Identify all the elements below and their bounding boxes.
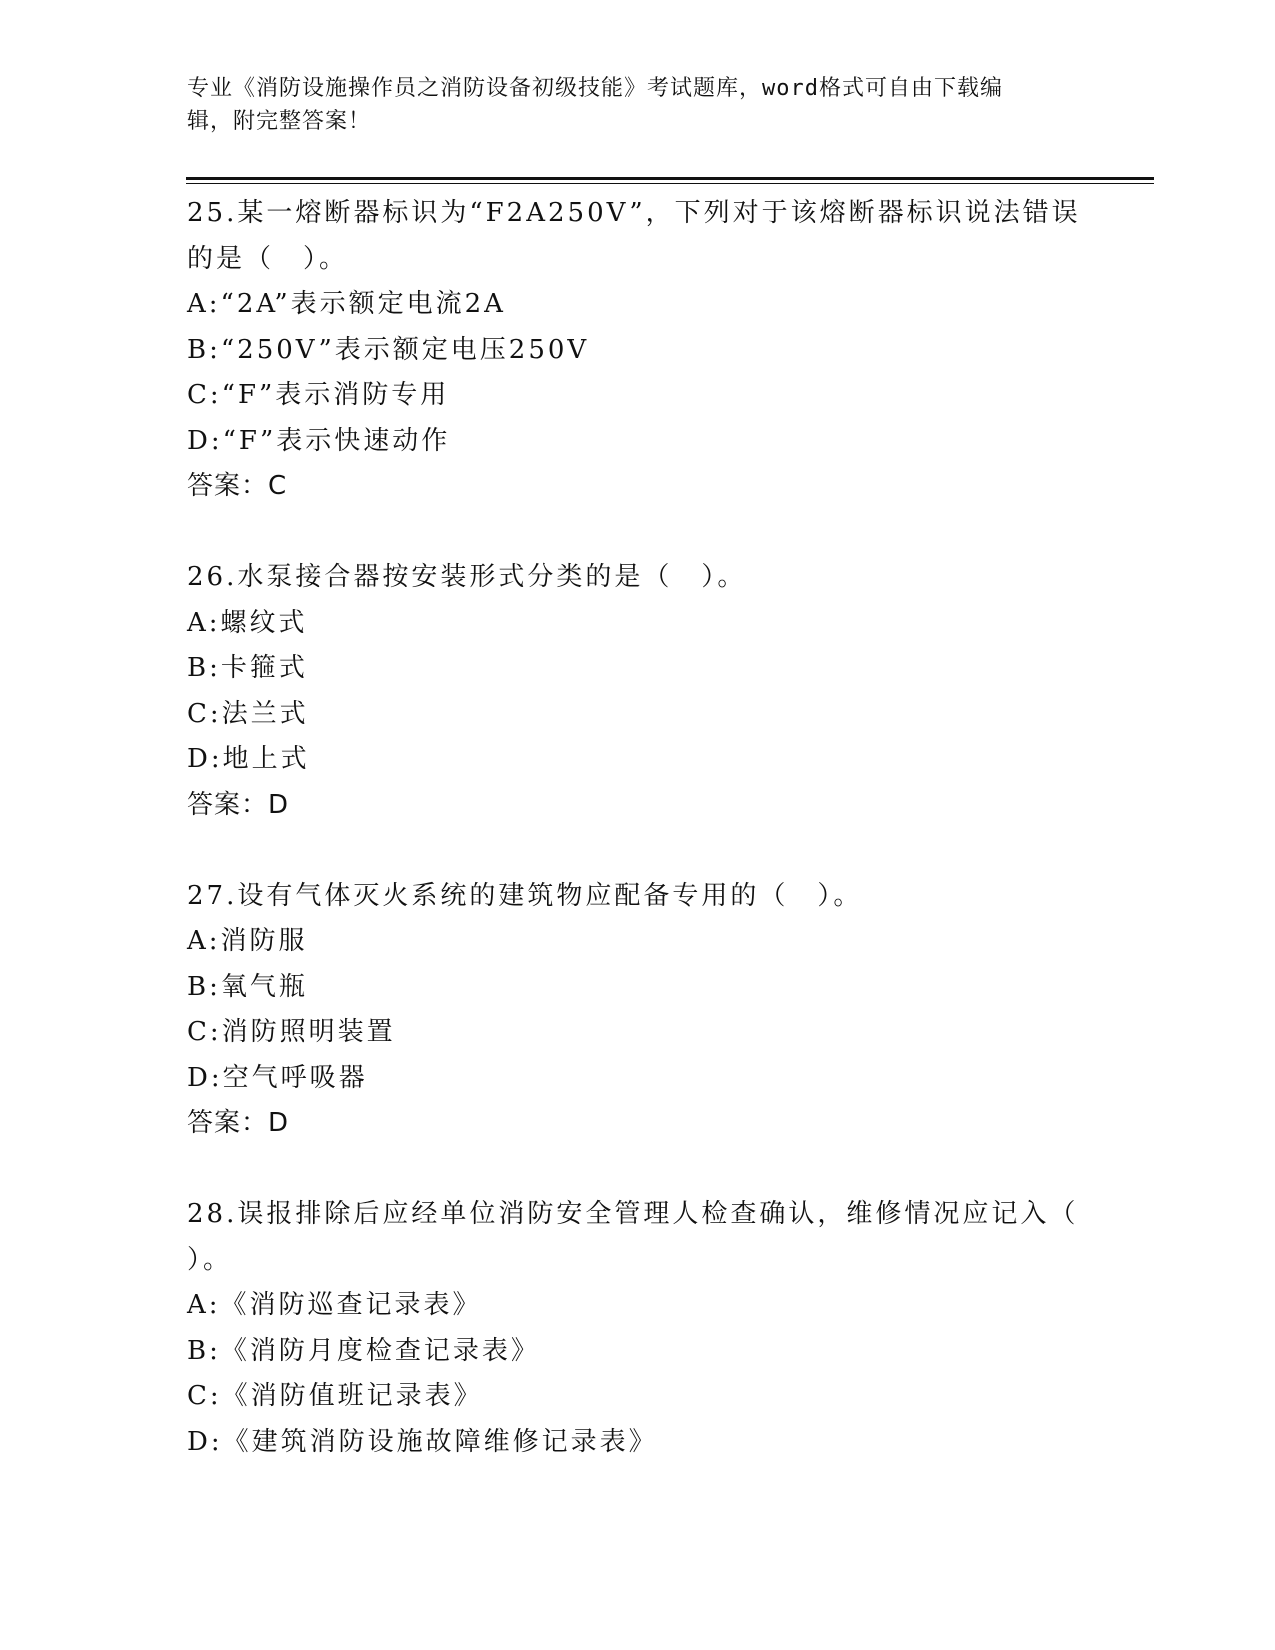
option-d: D:地上式 <box>187 744 310 774</box>
option-c: C:法兰式 <box>187 698 309 729</box>
option-d: D:“F”表示快速动作 <box>187 425 451 456</box>
header-line-1 <box>187 72 1087 105</box>
question-stem: ）。 <box>187 1244 233 1275</box>
option-a: A:螺纹式 <box>187 607 308 638</box>
option-d: D:《建筑消防设施故障维修记录表》 <box>187 1426 658 1457</box>
option-a: A:《消防巡查记录表》 <box>187 1290 482 1320</box>
answer: 答案：D <box>187 1108 290 1138</box>
option-c: C:“F”表示消防专用 <box>187 380 450 410</box>
question-stem: 27.设有气体灭火系统的建筑物应配备专用的（ ）。 <box>187 880 863 911</box>
question-stem: 25.某一熔断器标识为“F2A250V”，下列对于该熔断器标识说法错误 <box>187 198 1081 228</box>
option-a: A:“2A”表示额定电流2A <box>187 289 506 319</box>
question-list <box>187 191 1087 1465</box>
question-stem: 26.水泵接合器按安装形式分类的是（ ）。 <box>187 562 747 592</box>
answer: 答案：C <box>187 471 288 501</box>
header-line-2: 辑，附完整答案！ <box>187 109 372 134</box>
option-b: B:卡箍式 <box>187 653 308 683</box>
option-b: B:《消防月度检查记录表》 <box>187 1335 540 1366</box>
option-c: C:《消防值班记录表》 <box>187 1381 483 1411</box>
question-25 <box>187 191 1087 555</box>
question-stem: 的是（ ）。 <box>187 243 349 274</box>
header-word: word <box>762 76 819 101</box>
answer: 答案：D <box>187 789 290 820</box>
question-26 <box>187 555 1087 874</box>
option-b: B:氧气瓶 <box>187 971 308 1002</box>
option-d: D:空气呼吸器 <box>187 1062 368 1093</box>
question-28 <box>187 1192 1087 1465</box>
header-prefix: 专业《消防设施操作员之消防设备初级技能》考试题库， <box>187 76 763 101</box>
header-suffix: 格式可自由下载编 <box>819 76 1004 101</box>
option-c: C:消防照明装置 <box>187 1017 396 1047</box>
option-b: B:“250V”表示额定电压250V <box>187 334 590 365</box>
question-27 <box>187 874 1087 1193</box>
document-header <box>187 72 1087 138</box>
option-a: A:消防服 <box>187 926 308 956</box>
question-stem: 28.误报排除后应经单位消防安全管理人检查确认，维修情况应记入（ <box>187 1199 1079 1229</box>
header-divider-thick <box>186 177 1154 180</box>
header-divider-thin <box>186 183 1154 184</box>
